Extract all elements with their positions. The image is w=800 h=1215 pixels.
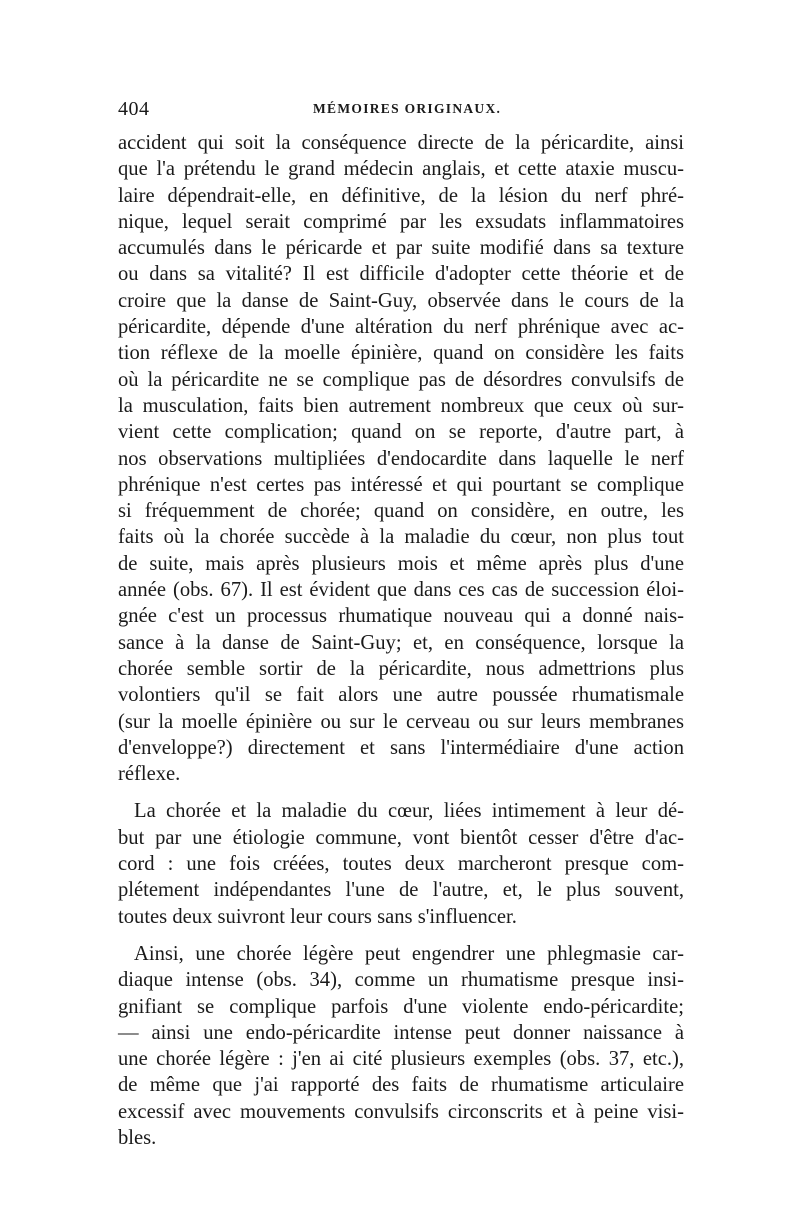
text-line: réflexe.	[118, 763, 181, 786]
text-line: tion réflexe de la moelle épinière, quand on considère les faits	[118, 342, 684, 365]
text-line: sance à la danse de Saint-Guy; et, en conséquence, lorsque la	[118, 631, 684, 654]
text-line: gnifiant se complique parfois d'une violente endo-péricardite;	[118, 995, 684, 1018]
paragraph-gap	[118, 787, 684, 798]
text-line: vient cette complication; quand on se reporte, d'autre part, à	[118, 421, 684, 444]
text-line: diaque intense (obs. 34), comme un rhumatisme presque insi-	[118, 969, 684, 992]
text-line: phrénique n'est certes pas intéressé et qui pourtant se complique	[118, 473, 684, 496]
text-line: excessif avec mouvements convulsifs circonscrits et à peine visi-	[118, 1100, 684, 1123]
text-line: laire dépendrait-elle, en définitive, de la lésion du nerf phré-	[118, 184, 684, 207]
text-line: faits où la chorée succède à la maladie du cœur, non plus tout	[118, 526, 684, 549]
text-line: où la péricardite ne se complique pas de désordres convulsifs de	[118, 368, 684, 391]
text-line: gnée c'est un processus rhumatique nouveau qui a donné nais-	[118, 605, 684, 628]
text-line: bles.	[118, 1126, 157, 1149]
body-text	[118, 130, 684, 1151]
text-line: la musculation, faits bien autrement nombreux que ceux où sur-	[118, 394, 684, 417]
text-line: accumulés dans le péricarde et par suite modifié dans sa texture	[118, 237, 684, 260]
text-line: La chorée et la maladie du cœur, liées intimement à leur dé-	[134, 800, 684, 823]
text-line: d'enveloppe?) directement et sans l'intermédiaire d'une action	[118, 736, 684, 759]
text-line: chorée semble sortir de la péricardite, nous admettrions plus	[118, 657, 684, 680]
text-line: plétement indépendantes l'une de l'autre, et, le plus souvent,	[118, 879, 684, 902]
text-line: Ainsi, une chorée légère peut engendrer une phlegmasie car-	[134, 942, 684, 965]
text-line: de suite, mais après plusieurs mois et même après plus d'une	[118, 552, 684, 575]
text-line: volontiers qu'il se fait alors une autre poussée rhumatismale	[118, 684, 684, 707]
text-line: ou dans sa vitalité? Il est difficile d'adopter cette théorie et de	[118, 263, 684, 286]
text-line: de même que j'ai rapporté des faits de rhumatisme articulaire	[118, 1074, 684, 1097]
book-page	[118, 98, 684, 1151]
page-number: 404	[118, 98, 150, 120]
paragraph-1	[118, 130, 684, 787]
text-line: but par une étiologie commune, vont bientôt cesser d'être d'ac-	[118, 826, 684, 849]
text-line: accident qui soit la conséquence directe de la péricardite, ainsi	[118, 132, 684, 154]
text-line: que l'a prétendu le grand médecin anglais, et cette ataxie muscu-	[118, 158, 684, 181]
running-title: MÉMOIRES ORIGINAUX.	[313, 101, 502, 116]
text-line: nique, lequel serait comprimé par les exsudats inflammatoires	[118, 210, 684, 233]
text-line: une chorée légère : j'en ai cité plusieurs exemples (obs. 37, etc.),	[118, 1048, 684, 1071]
text-line: toutes deux suivront leur cours sans s'influencer.	[118, 905, 517, 928]
text-line: nos observations multipliées d'endocardite dans laquelle le nerf	[118, 447, 684, 470]
text-line: péricardite, dépende d'une altération du nerf phrénique avec ac-	[118, 316, 684, 339]
text-line: cord : une fois créées, toutes deux marcheront presque com-	[118, 853, 684, 876]
text-line: (sur la moelle épinière ou sur le cerveau ou sur leurs membranes	[118, 710, 684, 733]
paragraph-2	[118, 798, 684, 929]
text-line: si fréquemment de chorée; quand on considère, en outre, les	[118, 500, 684, 523]
text-line: croire que la danse de Saint-Guy, observée dans le cours de la	[118, 289, 684, 312]
paragraph-gap	[118, 930, 684, 941]
running-head	[118, 98, 684, 122]
paragraph-3	[118, 941, 684, 1151]
text-line: année (obs. 67). Il est évident que dans ces cas de succession éloi-	[118, 579, 684, 602]
text-line: — ainsi une endo-péricardite intense peut donner naissance à	[118, 1021, 684, 1044]
